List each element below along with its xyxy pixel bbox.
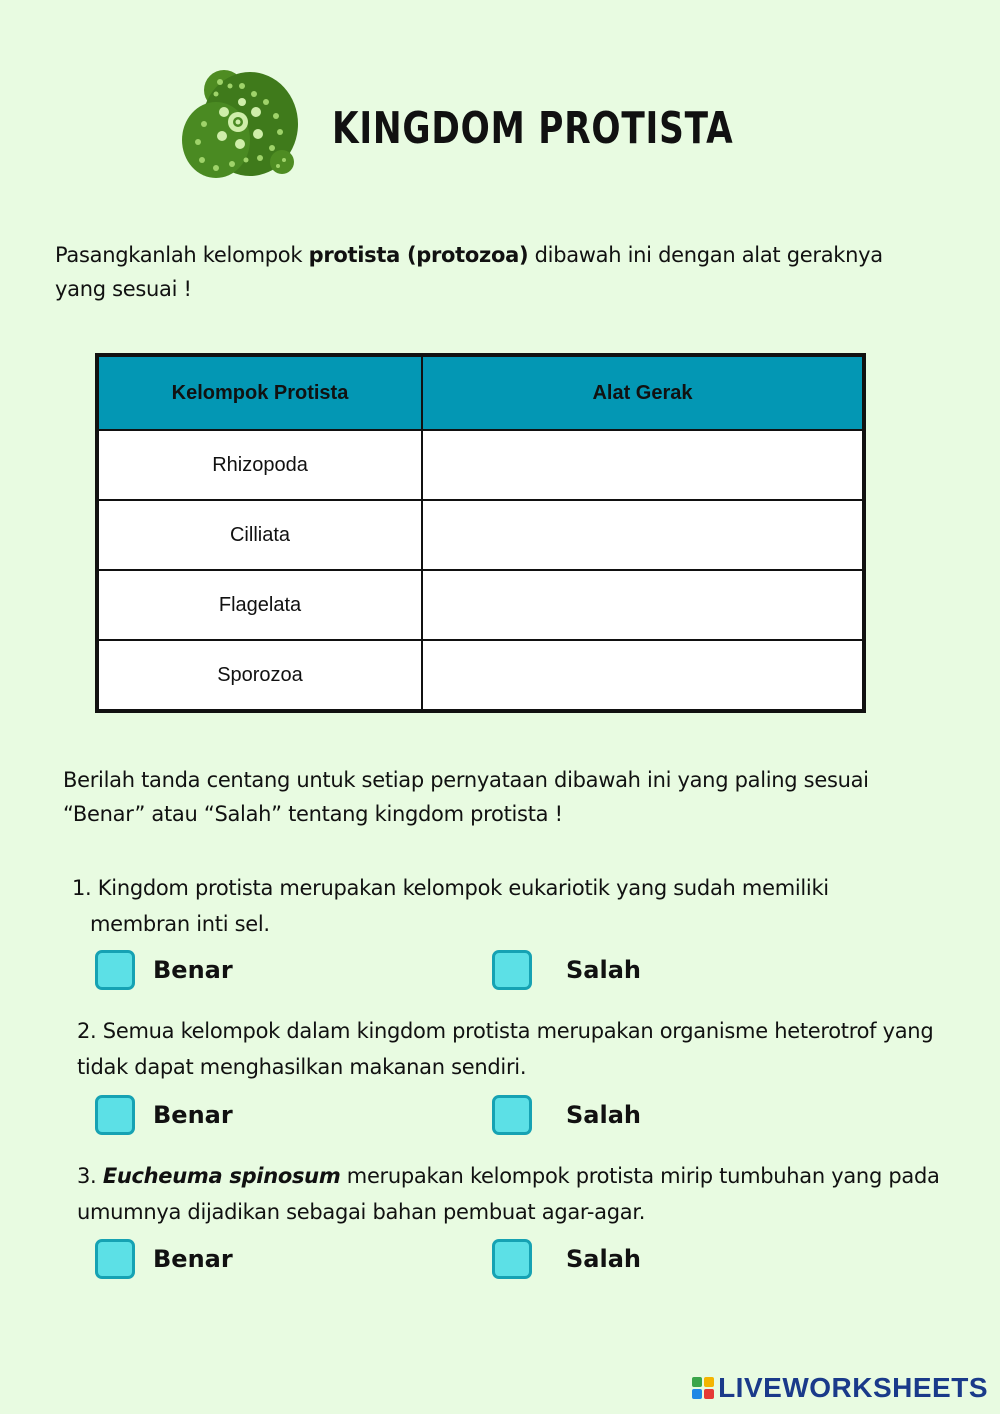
option-label: Salah bbox=[566, 1245, 641, 1273]
option-label: Benar bbox=[153, 1245, 233, 1273]
question-3-false-option[interactable] bbox=[492, 1239, 641, 1279]
option-label: Salah bbox=[566, 1101, 641, 1129]
option-label: Benar bbox=[153, 956, 233, 984]
protist-group-cell: Rhizopoda bbox=[97, 430, 422, 500]
liveworksheets-logo-icon bbox=[692, 1377, 714, 1399]
checkbox[interactable] bbox=[95, 1239, 135, 1279]
answer-drop-cell[interactable] bbox=[422, 500, 864, 570]
column-header-movement: Alat Gerak bbox=[422, 355, 864, 430]
question-3-text: merupakan kelompok protista mirip tumbuhan yang pada umumnya dijadikan sebagai bahan pembuat agar-agar. bbox=[77, 1164, 940, 1224]
question-1-line-2: membran inti sel. bbox=[90, 912, 270, 936]
answer-drop-cell[interactable] bbox=[422, 640, 864, 711]
column-header-group: Kelompok Protista bbox=[97, 355, 422, 430]
page-title: KINGDOM PROTISTA bbox=[332, 103, 734, 154]
protista-logo bbox=[180, 64, 300, 182]
matching-instruction-text-end: dibawah ini dengan alat geraknya yang sesuai ! bbox=[55, 243, 883, 301]
option-label: Salah bbox=[566, 956, 641, 984]
table-row bbox=[97, 430, 864, 500]
table-row bbox=[97, 570, 864, 640]
question-3 bbox=[77, 1158, 977, 1230]
matching-instruction-text: Pasangkanlah kelompok bbox=[55, 243, 309, 267]
true-false-instruction: Berilah tanda centang untuk setiap pernyataan dibawah ini yang paling sesuai “Benar” atau “Salah” tentang kingdom protista ! bbox=[63, 768, 869, 826]
species-name: Eucheuma spinosum bbox=[102, 1164, 341, 1188]
table-row bbox=[97, 500, 864, 570]
liveworksheets-brand bbox=[692, 1372, 988, 1404]
question-1 bbox=[72, 870, 962, 942]
question-2: 2. Semua kelompok dalam kingdom protista merupakan organisme heterotrof yang tidak dapat menghasilkan makanan sendiri. bbox=[77, 1019, 934, 1079]
checkbox[interactable] bbox=[95, 950, 135, 990]
table-row bbox=[97, 640, 864, 711]
protist-cell-icon bbox=[182, 70, 298, 178]
protist-group-cell: Flagelata bbox=[97, 570, 422, 640]
question-3-number: 3. bbox=[77, 1164, 103, 1188]
option-label: Benar bbox=[153, 1101, 233, 1129]
checkbox[interactable] bbox=[492, 1095, 532, 1135]
checkbox[interactable] bbox=[492, 950, 532, 990]
question-3-true-option[interactable] bbox=[95, 1239, 233, 1279]
question-2-true-option[interactable] bbox=[95, 1095, 233, 1135]
question-2-false-option[interactable] bbox=[492, 1095, 641, 1135]
checkbox[interactable] bbox=[95, 1095, 135, 1135]
matching-table bbox=[95, 353, 866, 713]
checkbox[interactable] bbox=[492, 1239, 532, 1279]
protist-group-cell: Cilliata bbox=[97, 500, 422, 570]
answer-drop-cell[interactable] bbox=[422, 570, 864, 640]
matching-instruction bbox=[55, 238, 935, 306]
protist-group-cell: Sporozoa bbox=[97, 640, 422, 711]
question-1-line-1: 1. Kingdom protista merupakan kelompok eukariotik yang sudah memiliki bbox=[72, 876, 829, 900]
brand-name: LIVEWORKSHEETS bbox=[718, 1372, 988, 1403]
question-1-true-option[interactable] bbox=[95, 950, 233, 990]
question-1-false-option[interactable] bbox=[492, 950, 641, 990]
answer-drop-cell[interactable] bbox=[422, 430, 864, 500]
matching-instruction-emphasis: protista (protozoa) bbox=[308, 243, 529, 267]
